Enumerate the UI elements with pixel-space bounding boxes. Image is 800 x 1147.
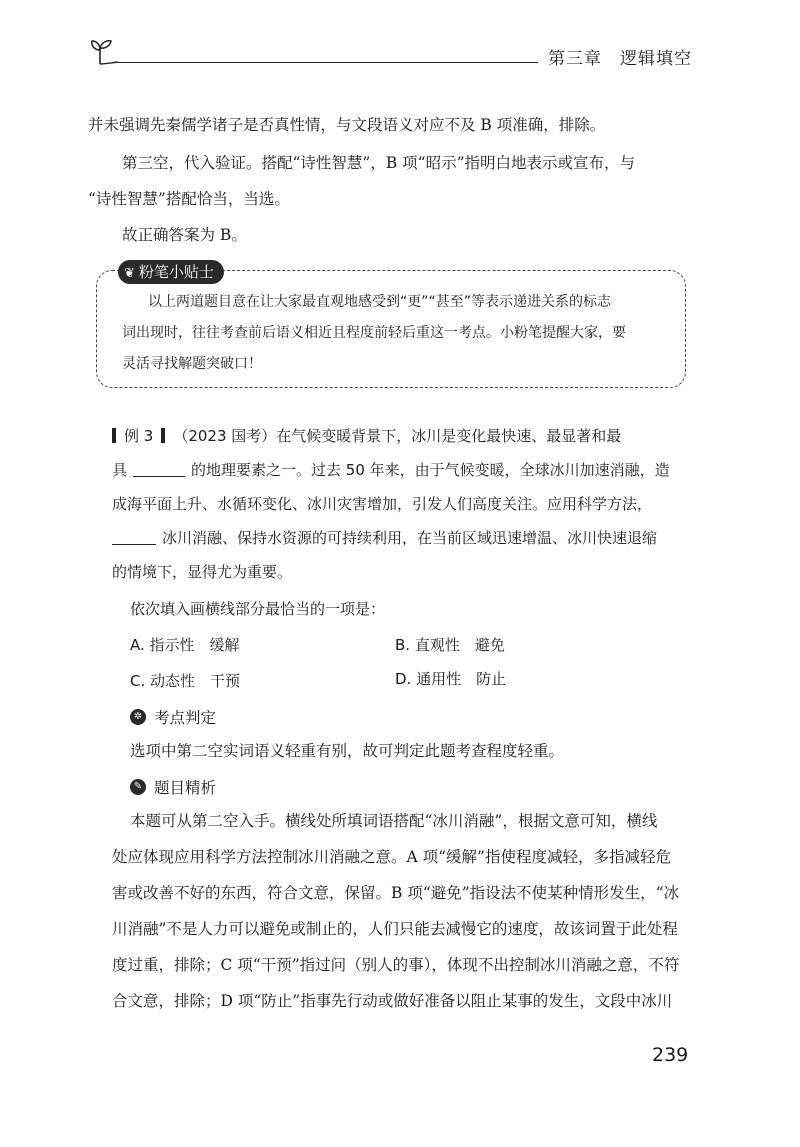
example-text: 的地理要素之一。过去 50 年来，由于气候变暖，全球冰川加速消融，造 — [191, 461, 670, 479]
tip-line: 以上两道题目意在让大家最直观地感受到“更”“甚至”等表示递进关系的标志 — [148, 294, 612, 310]
body-line: “诗性智慧”搭配恰当，当选。 — [88, 190, 290, 208]
example-line: 成海平面上升、水循环变化、冰川灾害增加，引发人们高度关注。应用科学方法， — [112, 495, 653, 513]
analysis-line: 度过重，排除；C 项“干预”指过问（别人的事），体现不出控制冰川消融之意，不符 — [112, 956, 680, 974]
tip-title — [118, 260, 224, 284]
body-line: 第三空，代入验证。搭配“诗性智慧”，B 项“昭示”指明白地表示或宣布，与 — [122, 154, 636, 172]
example-source: （2023 国考）在气候变暖背景下，冰川是变化最快速、最显著和最 — [173, 427, 622, 445]
kaodian-text: 选项中第二空实词语义轻重有别，故可判定此题考查程度轻重。 — [130, 742, 565, 760]
option-d: D. 通用性 防止 — [395, 670, 507, 688]
gear-icon: ✲ — [130, 709, 146, 725]
option-a: A. 指示性 缓解 — [130, 636, 240, 654]
example-text: 冰川消融、保持水资源的可持续利用，在当前区域迅速增温、冰川快速退缩 — [162, 529, 658, 547]
analysis-line: 合文意，排除；D 项“防止”指事先行动或做好准备以阻止某事的发生，文段中冰川 — [112, 992, 673, 1010]
page-number: 239 — [652, 1044, 689, 1066]
section-label: 逻辑填空 — [620, 49, 692, 69]
header-rule — [118, 62, 538, 63]
analysis-line: 害或改善不好的东西，符合文意，保留。B 项“避免”指设法不使某种情形发生，“冰 — [112, 884, 680, 902]
example-marker — [112, 428, 116, 443]
sprout-icon — [88, 36, 122, 66]
running-header — [0, 0, 800, 80]
jingxi-title: 题目精析 — [154, 779, 217, 797]
pen-icon: ✎ — [130, 779, 146, 795]
kaodian-title: 考点判定 — [154, 709, 217, 727]
header-title — [548, 44, 692, 69]
analysis-line: 处应体现应用科学方法控制冰川消融之意。A 项“缓解”指使程度减轻，多指减轻危 — [112, 848, 671, 866]
question-prompt: 依次填入画横线部分最恰当的一项是： — [130, 600, 386, 618]
analysis-line: 川消融”不是人力可以避免或制止的，人们只能去减慢它的速度，故该词置于此处程 — [112, 920, 678, 938]
fill-blank — [133, 460, 185, 477]
example-line: 的情境下，显得尤为重要。 — [112, 563, 293, 581]
example-line — [112, 527, 657, 549]
jingxi-heading — [130, 776, 216, 798]
example-text: 具 — [112, 461, 128, 479]
kaodian-heading — [130, 706, 216, 728]
example-line — [112, 459, 670, 481]
example-line — [112, 425, 621, 447]
answer-line: 故正确答案为 B。 — [122, 226, 247, 244]
option-b: B. 直观性 避免 — [395, 636, 505, 654]
chapter-label: 第三章 — [548, 49, 602, 69]
tip-title-text: 粉笔小贴士 — [138, 263, 214, 281]
example-marker — [161, 428, 165, 443]
example-label: 例 3 — [124, 427, 154, 445]
tip-line: 灵活寻找解题突破口！ — [122, 356, 262, 372]
body-line: 并未强调先秦儒学诸子是否真性情，与文段语义对应不及 B 项准确，排除。 — [88, 116, 606, 134]
sprout-icon: ❦ — [124, 266, 135, 281]
option-c: C. 动态性 干预 — [130, 672, 241, 690]
tip-line: 词出现时，往往考查前后语义相近且程度前轻后重这一考点。小粉笔提醒大家，要 — [122, 325, 626, 341]
fill-blank — [112, 528, 156, 545]
analysis-line: 本题可从第二空入手。横线处所填词语搭配“冰川消融”，根据文意可知，横线 — [130, 812, 658, 830]
